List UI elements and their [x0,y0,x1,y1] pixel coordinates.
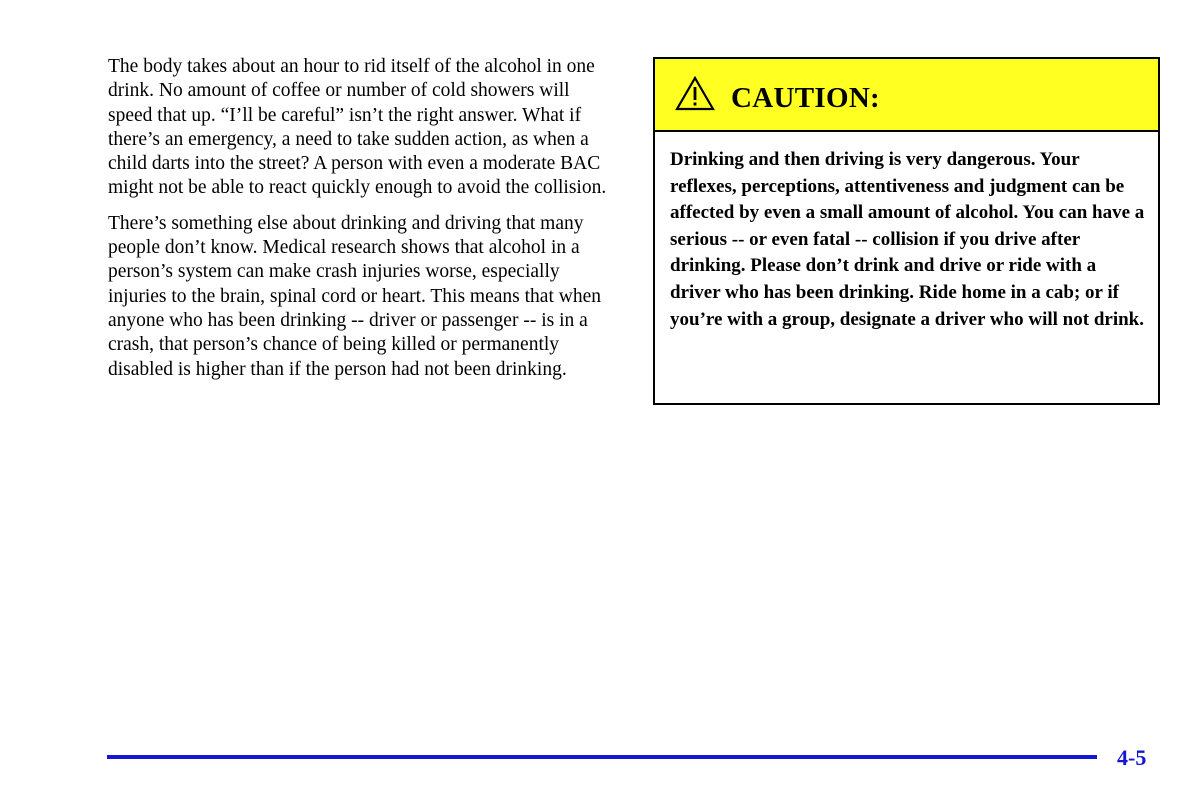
caution-box [653,57,1160,405]
caution-text: Drinking and then driving is very dangerous. Your reflexes, perceptions, attentiveness and judgment can be affected by even a small amount of alcohol. You can have a serious -- or even fatal -- collision if you drive after drinking. Please don’t drink and drive or ride with a driver who has been drinking. Ride home in a cab; or if you’re with a group, designate a driver who will not drink. [670,149,1145,330]
caution-title: CAUTION: [731,82,881,114]
warning-triangle-icon [675,76,715,112]
paragraph-crash-injuries: There’s something else about drinking and driving that many people don’t know. Medical research shows that alcohol in a person’s system can make crash injuries worse, especially injuries to the brain, spinal cord or heart. This means that when anyone who has been drinking -- driver or passenger -- is in a crash, that person’s chance of being killed or permanently disabled is higher than if the person had not been drinking. [108,212,601,380]
paragraph-alcohol-elimination: The body takes about an hour to rid itself of the alcohol in one drink. No amount of coffee or number of cold showers will speed that up. “I’ll be careful” isn’t the right answer. What if there’s an emergency, a need to take sudden action, as when a child darts into the street? A person with even a moderate BAC might not be able to react quickly enough to avoid the collision. [108,56,607,199]
page-number: 4-5 [1117,745,1147,770]
caution-header [655,59,1158,132]
footer-rule [107,755,1097,759]
body-text-column [108,55,608,393]
